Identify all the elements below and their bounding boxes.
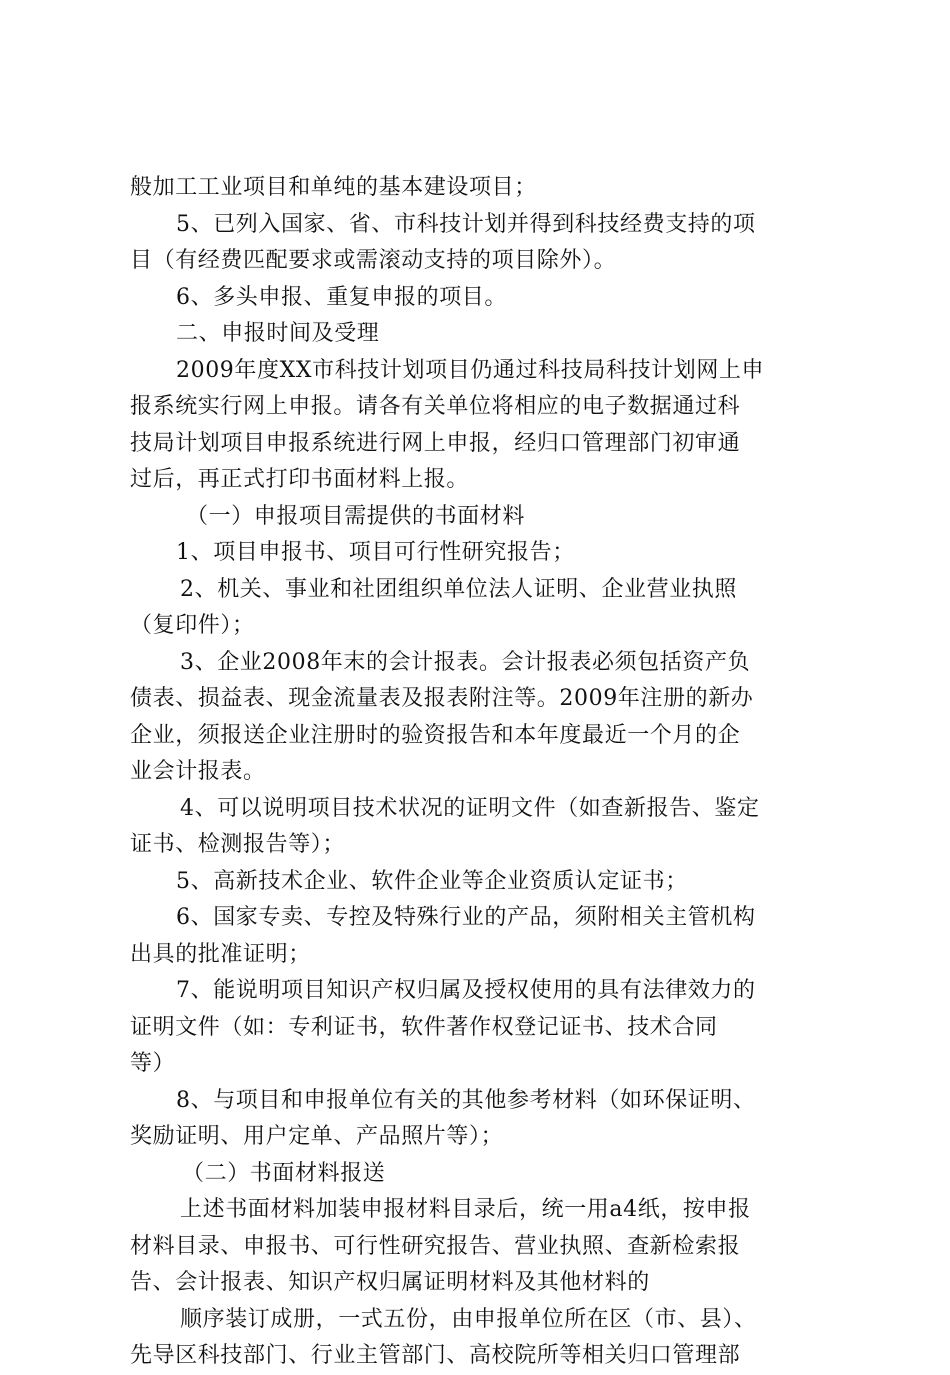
paragraph-line: 报系统实行网上申报。请各有关单位将相应的电子数据通过科 (130, 394, 741, 419)
list-item-line: 出具的批准证明； (130, 941, 311, 967)
list-item-line: （复印件）； (130, 613, 255, 638)
section-heading: 二、申报时间及受理 (176, 321, 380, 346)
paragraph-line: 5、已列入国家、省、市科技计划并得到科技经费支持的项 (176, 211, 756, 237)
paragraph-line: 目（有经费匹配要求或需滚动支持的项目除外）。 (130, 248, 617, 273)
list-item-line: 证明文件（如：专利证书，软件著作权登记证书、技术合同 (130, 1014, 718, 1040)
paragraph-line: 顺序装订成册，一式五份，由申报单位所在区（市、县）、 (180, 1306, 757, 1332)
list-item-line: 等） (130, 1051, 176, 1076)
list-item-line: 债表、损益表、现金流量表及报表附注等。2009年注册的新办 (130, 686, 754, 711)
list-item-line: 企业，须报送企业注册时的验资报告和本年度最近一个月的企 (130, 722, 741, 748)
list-item-line: 3、企业2008年末的会计报表。会计报表必须包括资产负 (180, 649, 751, 675)
subsection-heading: （一）申报项目需提供的书面材料 (186, 503, 526, 529)
paragraph-line: 6、多头申报、重复申报的项目。 (176, 284, 507, 310)
list-item-line: 证书、检测报告等）； (130, 832, 346, 857)
paragraph-line: 2009年度XX市科技计划项目仍通过科技局科技计划网上申 (176, 357, 765, 383)
paragraph-line: 技局计划项目申报系统进行网上申报，经归口管理部门初审通 (130, 430, 741, 456)
paragraph-line: 材料目录、申报书、可行性研究报告、营业执照、查新检索报 (130, 1233, 741, 1259)
subsection-heading: （二）书面材料报送 (182, 1160, 386, 1186)
list-item-line: 4、可以说明项目技术状况的证明文件（如查新报告、鉴定 (180, 795, 760, 821)
paragraph-line: 上述书面材料加装申报材料目录后，统一用a4纸，按申报 (180, 1197, 751, 1222)
list-item-line: 5、高新技术企业、软件企业等企业资质认定证书； (176, 868, 688, 894)
list-item-line: 8、与项目和申报单位有关的其他参考材料（如环保证明、 (176, 1087, 756, 1113)
list-item-line: 2、机关、事业和社团组织单位法人证明、企业营业执照 (180, 576, 737, 602)
paragraph-line: 告、会计报表、知识产权归属证明材料及其他材料的 (130, 1270, 650, 1295)
list-item-line: 6、国家专卖、专控及特殊行业的产品，须附相关主管机构 (176, 905, 756, 930)
paragraph-line: 过后，再正式打印书面材料上报。 (130, 467, 470, 492)
list-item-line: 业会计报表。 (130, 759, 266, 784)
list-item-line: 1、项目申报书、项目可行性研究报告； (176, 540, 575, 565)
paragraph-line: 先导区科技部门、行业主管部门、高校院所等相关归口管理部 (130, 1343, 741, 1368)
list-item-line: 奖励证明、用户定单、产品照片等）； (130, 1124, 504, 1149)
paragraph-line: 般加工工业项目和单纯的基本建设项目； (130, 175, 537, 200)
list-item-line: 7、能说明项目知识产权归属及授权使用的具有法律效力的 (176, 978, 756, 1003)
document-body (130, 170, 832, 1375)
